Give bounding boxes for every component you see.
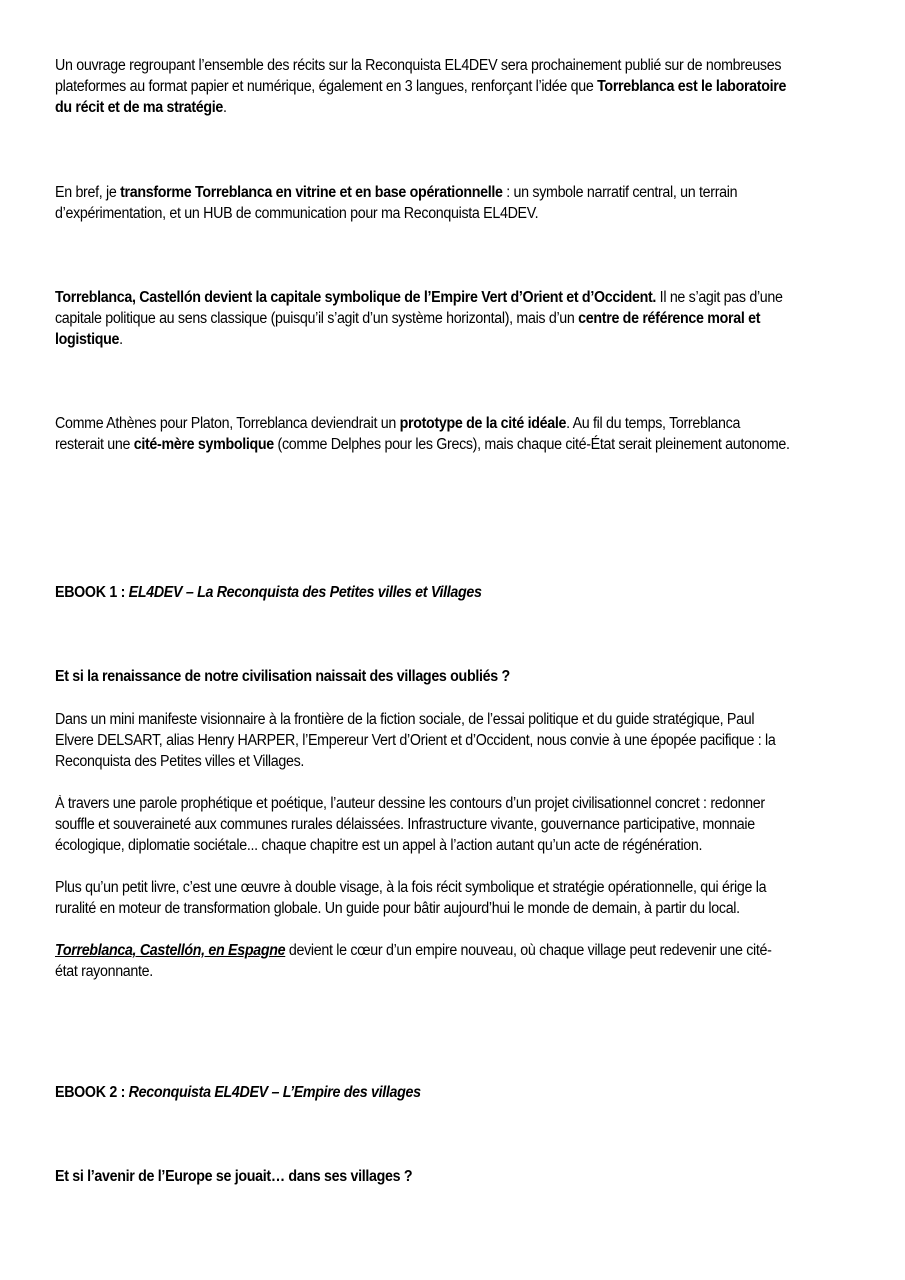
- text-run: Il ne s’agit pas d’une capitale politique au sens classique (puisqu’il s’agit d’un système horizontal), mais d’un: [55, 289, 783, 327]
- text-run: Comme Athènes pour Platon, Torreblanca deviendrait un: [55, 415, 400, 432]
- ebook1-question: [55, 666, 791, 687]
- ebook2-heading: [55, 1082, 791, 1103]
- ebook1-heading: [55, 582, 791, 603]
- intro-paragraph-publication: [55, 55, 791, 118]
- bold-run: centre de référence moral et logistique: [55, 310, 761, 348]
- ebook1-paragraph-manifeste: Dans un mini manifeste visionnaire à la frontière de la fiction sociale, de l’essai politique et du guide stratégique, Paul Elvere DELSART, alias Henry HARPER, l’Empereur Vert d’Orient et d’Occident, nous convie à une épopée pacifique : la Reconquista des Petites villes et Villages.: [55, 711, 776, 770]
- text-run: . Au fil du temps, Torreblanca resterait une: [55, 415, 741, 453]
- text-run: Un ouvrage regroupant l’ensemble des récits sur la Reconquista EL4DEV sera prochainement publié sur de nombreuses plateformes au format papier et numérique, également en 3 langues, renforçant l’idée que: [55, 57, 782, 95]
- intro-paragraph-vitrine: [55, 182, 791, 224]
- bold-run: Torreblanca est le laboratoire du récit et de ma stratégie: [55, 78, 787, 116]
- bold-run: cité-mère symbolique: [133, 436, 274, 453]
- text-run: .: [119, 331, 123, 348]
- intro-paragraph-cite-ideale: [55, 413, 791, 455]
- torreblanca-link[interactable]: Torreblanca, Castellón, en Espagne: [55, 942, 286, 959]
- ebook2-label: EBOOK 2 :: [55, 1084, 129, 1101]
- ebook1-paragraph-oeuvre: Plus qu’un petit livre, c’est une œuvre à double visage, à la fois récit symbolique et stratégie opérationnelle, qui érige la ruralité en moteur de transformation globale. Un guide pour bâtir aujourd’hui le monde de demain, à partir du local.: [55, 879, 767, 917]
- ebook2-title: Reconquista EL4DEV – L’Empire des villages: [128, 1084, 421, 1101]
- bold-run: Et si la renaissance de notre civilisation naissait des villages oubliés ?: [55, 668, 510, 685]
- ebook1-paragraph-projet: À travers une parole prophétique et poétique, l’auteur dessine les contours d’un projet civilisationnel concret : redonner souffle et souveraineté aux communes rurales délaissées. Infrastructure vivante, gouvernance participative, monnaie écologique, diplomatie sociétale... chaque chapitre est un appel à l’action autant qu’un acte de régénération.: [55, 795, 765, 854]
- ebook1-paragraph-torreblanca: [55, 940, 791, 982]
- ebook2-question: [55, 1166, 791, 1187]
- bold-run: Torreblanca, Castellón devient la capitale symbolique de l’Empire Vert d’Orient et d’Occident.: [55, 289, 657, 306]
- bold-run: transforme Torreblanca en vitrine et en base opérationnelle: [120, 184, 503, 201]
- ebook1-label: EBOOK 1 :: [55, 584, 129, 601]
- text-run: devient le cœur d’un empire nouveau, où chaque village peut redevenir une cité-état rayonnante.: [55, 942, 772, 980]
- bold-run: Et si l’avenir de l’Europe se jouait… dans ses villages ?: [55, 1168, 413, 1185]
- bold-run: prototype de la cité idéale: [399, 415, 567, 432]
- text-run: : un symbole narratif central, un terrain d’expérimentation, et un HUB de communication pour ma Reconquista EL4DEV.: [55, 184, 738, 222]
- intro-paragraph-capitale: [55, 287, 791, 350]
- text-run: (comme Delphes pour les Grecs), mais chaque cité-État serait pleinement autonome.: [273, 436, 790, 453]
- text-run: En bref, je: [55, 184, 121, 201]
- text-run: .: [223, 99, 227, 116]
- ebook1-title: EL4DEV – La Reconquista des Petites villes et Villages: [128, 584, 482, 601]
